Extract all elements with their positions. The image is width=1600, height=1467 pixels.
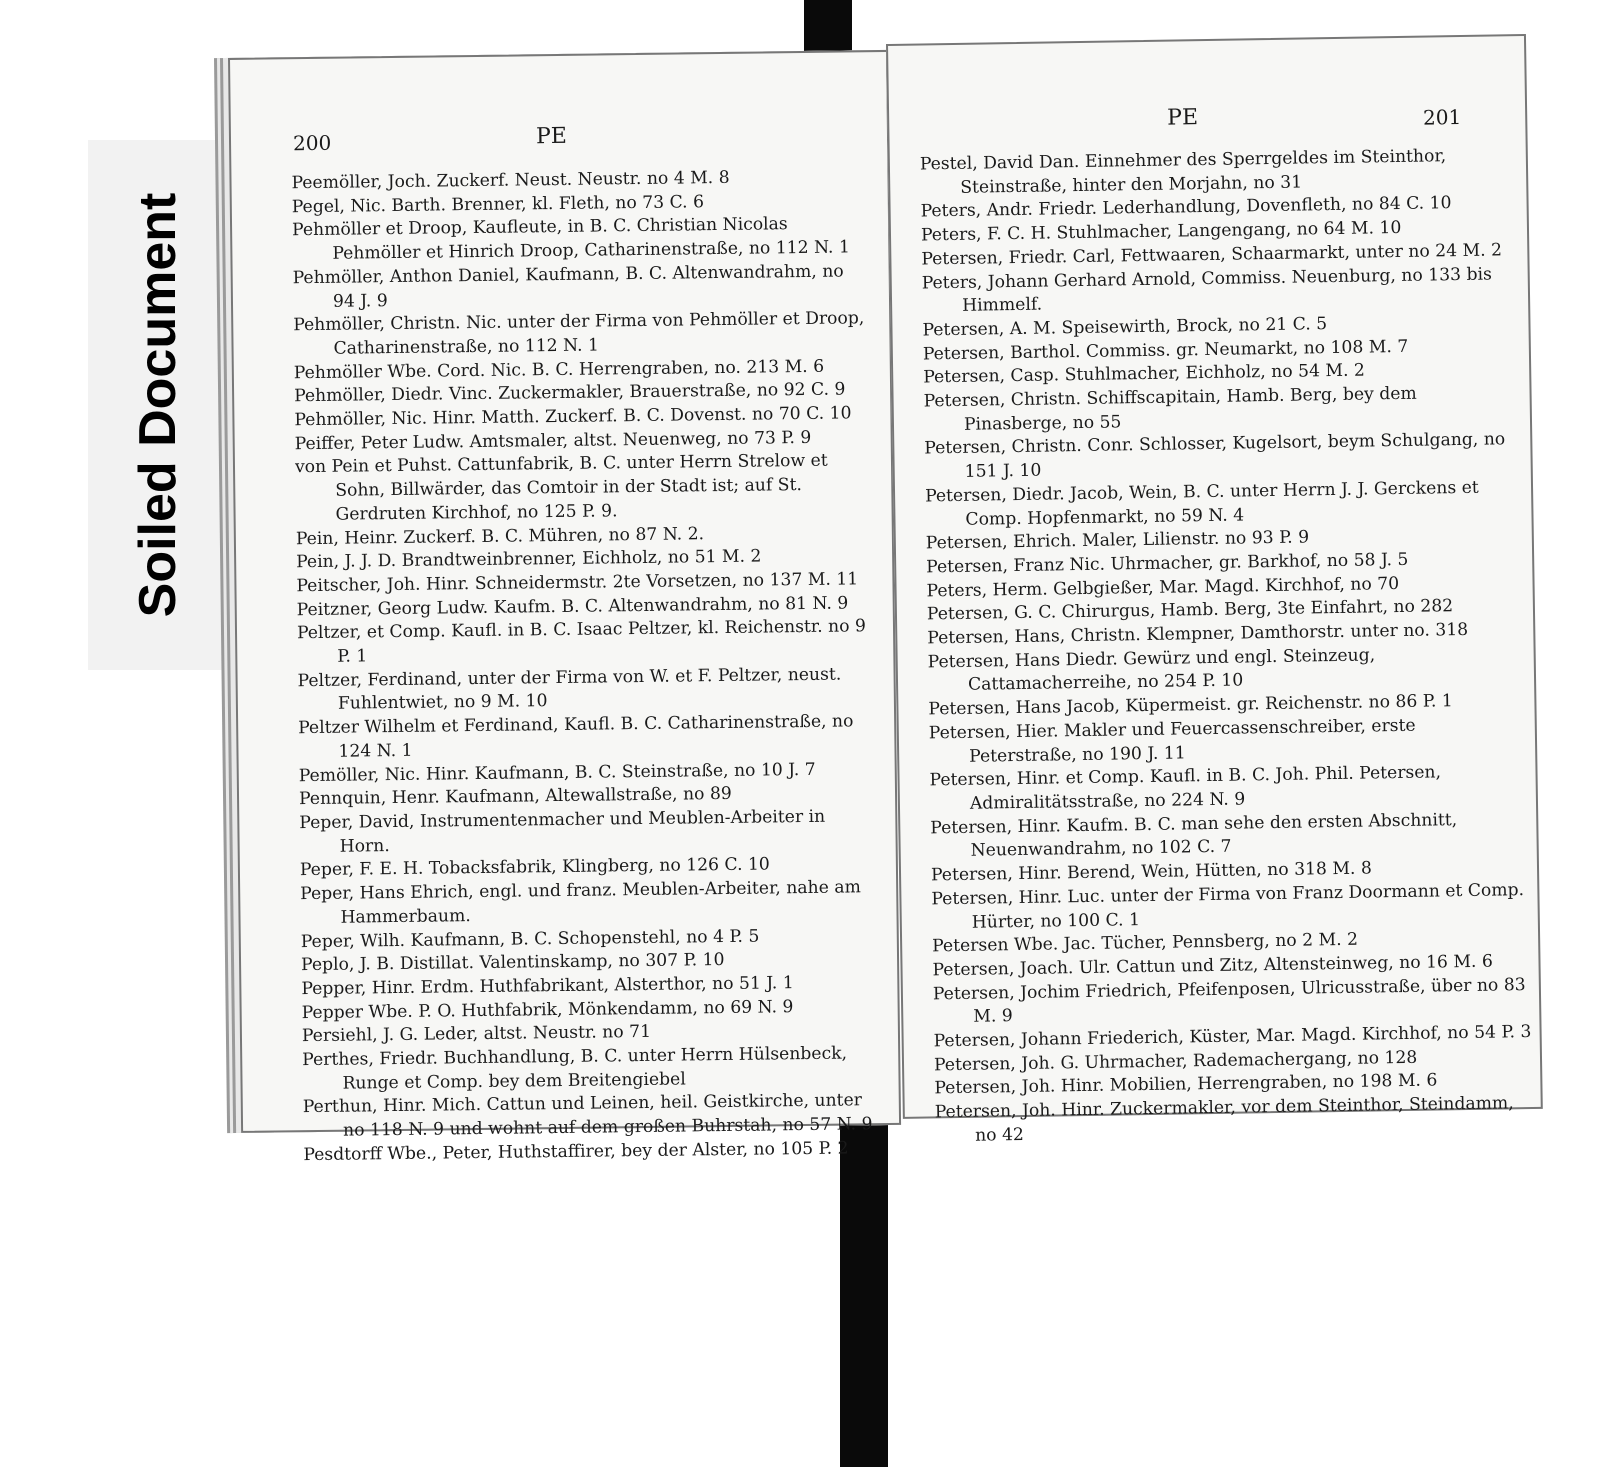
directory-entry: Persiehl, J. G. Leder, altst. Neustr. no 71	[301, 1022, 652, 1047]
binding-strap-bottom	[840, 1120, 888, 1467]
directory-entry: Petersen, Joach. Ulr. Cattun und Zitz, Altensteinweg, no 16 M. 6	[932, 951, 1494, 981]
directory-entry: Petersen, Joh. G. Uhrmacher, Rademachergang, no 128	[933, 1047, 1418, 1076]
directory-entry: Pestel, David Dan. Einnehmer des Sperrgeldes im Steinthor, Steinstraße, hinter den Morjahn, no 31	[919, 146, 1447, 198]
directory-entry: Petersen, A. M. Speisewirth, Brock, no 21 C. 5	[922, 314, 1328, 341]
directory-entry: Peemöller, Joch. Zuckerf. Neust. Neustr. no 4 M. 8	[291, 167, 730, 194]
directory-entry: Peltzer, Ferdinand, unter der Firma von W. et F. Peltzer, neust. Fuhlentwiet, no 9 M. 10	[297, 664, 842, 715]
directory-entry: Peiffer, Peter Ludw. Amtsmaler, altst. Neuenweg, no 73 P. 9	[294, 427, 812, 454]
directory-entry: Peplo, J. B. Distillat. Valentinskamp, no 307 P. 10	[300, 950, 725, 976]
directory-entry: Pehmöller Wbe. Cord. Nic. B. C. Herrengraben, no. 213 M. 6	[293, 356, 825, 383]
directory-entry: Pesdtorff Wbe., Peter, Huthstaffirer, bey der Alster, no 105 P. 2	[303, 1138, 849, 1165]
directory-entry: Petersen, Christn. Conr. Schlosser, Kugelsort, beym Schulgang, no 151 J. 10	[924, 429, 1506, 482]
directory-entry: Pepper, Hinr. Erdm. Huthfabrikant, Alsterthor, no 51 J. 1	[301, 973, 794, 1000]
directory-entry: Petersen, Joh. Hinr. Mobilien, Herrengraben, no 198 M. 6	[934, 1070, 1438, 1099]
directory-entry: Petersen, G. C. Chirurgus, Hamb. Berg, 3te Einfahrt, no 282	[926, 596, 1454, 625]
directory-entry: Peters, Andr. Friedr. Lederhandlung, Dovenfleth, no 84 C. 10	[920, 193, 1452, 222]
directory-entry: Peper, Hans Ehrich, engl. und franz. Meublen-Arbeiter, nahe am Hammerbaum.	[300, 877, 861, 928]
directory-entry: Petersen, Ehrich. Maler, Lilienstr. no 93 P. 9	[925, 527, 1310, 554]
right-page-number: 201	[1422, 104, 1462, 130]
directory-entry: Pennquin, Henr. Kaufmann, Altewallstraße, no 89	[298, 784, 732, 810]
directory-entry: Peltzer, et Comp. Kaufl. in B. C. Isaac Peltzer, kl. Reichenstr. no 9 P. 1	[296, 616, 867, 667]
directory-entry: Peters, Johann Gerhard Arnold, Commiss. Neuenburg, no 133 bis Himmelf.	[921, 264, 1492, 317]
directory-entry: Peitzner, Georg Ludw. Kaufm. B. C. Altenwandrahm, no 81 N. 9	[296, 593, 849, 620]
directory-entry: Pein, J. J. D. Brandtweinbrenner, Eichholz, no 51 M. 2	[296, 546, 762, 573]
directory-entry: Peper, F. E. H. Tobacksfabrik, Klingberg, no 126 C. 10	[299, 854, 770, 881]
soiled-document-label: Soiled Document	[129, 192, 187, 618]
directory-entry: Petersen, Hinr. Berend, Wein, Hütten, no 318 M. 8	[930, 858, 1372, 886]
left-page	[228, 50, 901, 1165]
directory-entry: Pehmöller, Anthon Daniel, Kaufmann, B. C. Altenwandrahm, no 94 J. 9	[292, 261, 844, 312]
directory-entry: Pehmöller, Diedr. Vinc. Zuckermakler, Brauerstraße, no 92 C. 9	[294, 379, 846, 407]
directory-entry: Pehmöller, Christn. Nic. unter der Firma von Pehmöller et Droop, Catharinenstraße, no 112 N. 1	[293, 308, 865, 359]
directory-entry: Petersen, Johann Friederich, Küster, Mar. Magd. Kirchhof, no 54 P. 3	[933, 1022, 1532, 1052]
directory-entry: Petersen, Hinr. et Comp. Kaufl. in B. C. Joh. Phil. Petersen, Admiralitätsstraße, no 224 N. 9	[929, 762, 1442, 814]
directory-entry: Peper, Wilh. Kaufmann, B. C. Schopenstehl, no 4 P. 5	[300, 926, 760, 952]
directory-entry: Peltzer Wilhelm et Ferdinand, Kaufl. B. C. Catharinenstraße, no 124 N. 1	[298, 711, 854, 762]
directory-entry: von Pein et Puhst. Cattunfabrik, B. C. unter Herrn Strelow et Sohn, Billwärder, das Comtoir in der Stadt ist; auf St. Gerdruten Kirchhof, no 125 P. 9.	[294, 451, 828, 525]
left-page-number: 200	[292, 130, 332, 156]
directory-entry: Petersen, Friedr. Carl, Fettwaaren, Schaarmarkt, unter no 24 M. 2	[921, 240, 1503, 270]
directory-entry: Perthun, Hinr. Mich. Cattun und Leinen, heil. Geistkirche, unter no 118 N. 9 und wohnt auf dem großen Buhrstah, no 57 N. 9	[302, 1090, 873, 1141]
directory-entry: Petersen, Hinr. Kaufm. B. C. man sehe den ersten Abschnitt, Neuenwandrahm, no 102 C. 7	[930, 809, 1458, 862]
directory-entry: Peters, F. C. H. Stuhlmacher, Langengang, no 64 M. 10	[920, 218, 1402, 246]
directory-entry: Petersen, Hinr. Luc. unter der Firma von Franz Doormann et Comp. Hürter, no 100 C. 1	[931, 879, 1525, 933]
directory-entry: Pehmöller, Nic. Hinr. Matth. Zuckerf. B. C. Dovenst. no 70 C. 10	[294, 403, 852, 431]
directory-entry: Petersen, Joh. Hinr. Zuckermakler, vor dem Steinthor, Steindamm, no 42	[934, 1093, 1514, 1146]
directory-entry: Peters, Herm. Gelbgießer, Mar. Magd. Kirchhof, no 70	[926, 573, 1400, 602]
directory-entry: Petersen, Hans Jacob, Küpermeist. gr. Reichenstr. no 86 P. 1	[928, 691, 1453, 720]
directory-entry: Pemöller, Nic. Hinr. Kaufmann, B. C. Steinstraße, no 10 J. 7	[298, 759, 816, 786]
directory-entry: Petersen, Barthol. Commiss. gr. Neumarkt, no 108 M. 7	[922, 336, 1409, 365]
directory-entry: Petersen Wbe. Jac. Tücher, Pennsberg, no 2 M. 2	[932, 929, 1359, 957]
directory-entry: Petersen, Franz Nic. Uhrmacher, gr. Barkhof, no 58 J. 5	[926, 549, 1409, 578]
directory-entry: Petersen, Jochim Friedrich, Pfeifenposen, Ulricusstraße, über no 83 M. 9	[932, 974, 1526, 1028]
directory-entry: Pehmöller et Droop, Kaufleute, in B. C. Christian Nicolas Pehmöller et Hinrich Droop, Catharinenstraße, no 112 N. 1	[291, 214, 850, 264]
directory-entry: Petersen, Diedr. Jacob, Wein, B. C. unter Herrn J. J. Gerckens et Comp. Hopfenmarkt, no 59 N. 4	[924, 477, 1479, 530]
directory-entry: Pein, Heinr. Zuckerf. B. C. Mühren, no 87 N. 2.	[295, 523, 705, 549]
right-running-head: PE	[1167, 105, 1199, 131]
directory-entry: Petersen, Casp. Stuhlmacher, Eichholz, no 54 M. 2	[923, 360, 1366, 388]
right-directory-entries	[920, 144, 1534, 1149]
directory-entry: Petersen, Hier. Makler und Feuercassenschreiber, erste Peterstraße, no 190 J. 11	[928, 715, 1416, 767]
directory-entry: Petersen, Hans, Christn. Klempner, Damthorstr. unter no. 318	[927, 619, 1469, 649]
directory-entry: Petersen, Hans Diedr. Gewürz und engl. Steinzeug, Cattamacherreihe, no 254 P. 10	[927, 645, 1376, 696]
directory-entry: Pegel, Nic. Barth. Brenner, kl. Fleth, no 73 C. 6	[291, 191, 705, 217]
right-page	[886, 34, 1543, 1146]
directory-entry: Petersen, Christn. Schiffscapitain, Hamb. Berg, bey dem Pinasberge, no 55	[923, 383, 1417, 435]
left-running-head: PE	[535, 123, 568, 150]
directory-entry: Perthes, Friedr. Buchhandlung, B. C. unter Herrn Hülsenbeck, Runge et Comp. bey dem Breitengiebel	[302, 1043, 848, 1094]
directory-entry: Peitscher, Joh. Hinr. Schneidermstr. 2te Vorsetzen, no 137 M. 11	[296, 569, 859, 597]
directory-entry: Peper, David, Instrumentenmacher und Meublen-Arbeiter in Horn.	[299, 806, 826, 857]
directory-entry: Pepper Wbe. P. O. Huthfabrik, Mönkendamm, no 69 N. 9	[301, 996, 794, 1023]
left-directory-entries	[291, 165, 875, 1167]
